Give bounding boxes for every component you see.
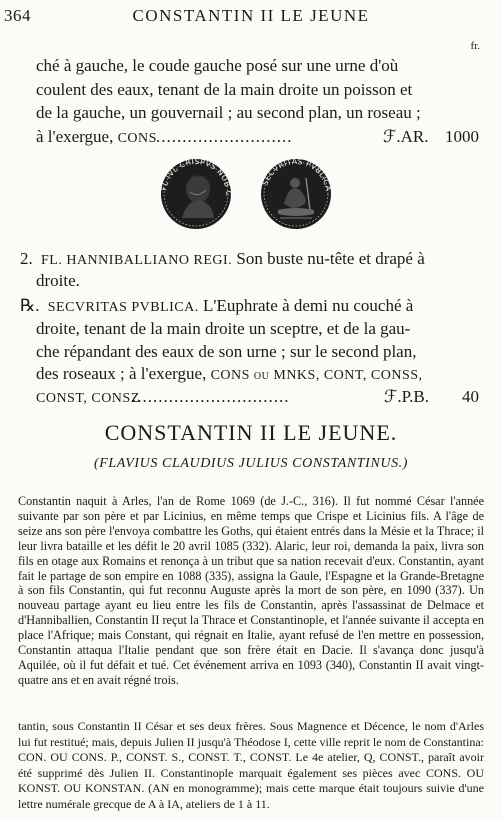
entry2-obverse-line xyxy=(20,249,425,271)
price-column-unit: fr. xyxy=(470,40,480,52)
price-value-2: 40 xyxy=(462,387,479,406)
leader-dots-2: .............................. xyxy=(132,387,290,406)
coin-obverse xyxy=(154,152,233,229)
obverse-legend-text: FL. HANNIBALLIANO REGI. xyxy=(41,253,233,268)
exergue-marks-2: CONS ou MNKS, CONT, CONSS, xyxy=(210,368,423,383)
section-subtitle: (FLAVIUS CLAUDIUS JULIUS CONSTANTINUS.) xyxy=(93,456,409,471)
entry-number: 2. xyxy=(20,249,33,268)
running-title: CONSTANTIN II LE JEUNE xyxy=(132,6,370,25)
reverse-legend: SECVRITAS PVBLICA xyxy=(260,156,333,192)
section-title: CONSTANTIN II LE JEUNE. xyxy=(104,420,398,445)
exergue-marks-3: CONST, CONSZ xyxy=(36,391,140,406)
coin-illustrations xyxy=(154,152,354,232)
entry2-reverse-line-5 xyxy=(36,387,140,409)
reverse-description: L'Euphrate à demi nu couché à xyxy=(198,296,414,315)
entry2-reverse-line-3: che répandant des eaux de son urne ; sur le second plan, xyxy=(36,342,417,361)
entry1-line-1: ché à gauche, le coude gauche posé sur une urne d'où xyxy=(36,56,399,75)
coin-images-svg xyxy=(154,152,354,232)
obverse-legend: FL IVL CRISPVS NOB C xyxy=(159,156,234,197)
price-value: 1000 xyxy=(445,127,479,146)
entry1-line-2: coulent des eaux, tenant de la main droite un poisson et xyxy=(36,80,413,99)
entry1-exergue-line xyxy=(36,127,157,149)
entry1-line-3: de la gauche, un gouvernail ; au second plan, un roseau ; xyxy=(36,103,421,122)
entry2-reverse-line-4 xyxy=(36,364,423,386)
mint-notes-paragraph: tantin, sous Constantin II César et ses deux frères. Sous Magnence et Décence, le nom d'Arles lui fut restitué; mais, depuis Julien II jusqu'à Théodose I, cette ville reprit le nom de Constantina: CON. OU CONS. P., CONST. S., CONST. T., CONST. Le 4e atelier, Q, CONST., paraît avoir été supprimé dès Julien II. Constantinople marquait également ses pièces avec CONS. OU KONST. OU KONSTAN. (AN en monogramme); mais cette marque était toujours suivie d'une lettre numérale grecque de A à IA, ateliers de 1 à 11. xyxy=(18,719,484,811)
reverse-symbol: ℞. xyxy=(20,296,40,315)
entry2-reverse-line-2: droite, tenant de la main droite un sceptre, et de la gau- xyxy=(36,319,411,338)
exergue-mark: CONS xyxy=(117,131,157,146)
exergue-prefix-2: des roseaux ; à l'exergue, xyxy=(36,364,211,383)
leader-dots: .......................... xyxy=(156,127,293,146)
biography-paragraph: Constantin naquit à Arles, l'an de Rome 1069 (de J.-C., 316). Il fut nommé César l'année suivante par son père et par Licinius, en même temps que Crispe et Licinius fils. A l'âge de seize ans son père l'envoya combattre les Goths, qui étaient entrés dans la Mésie et la Thrace; il leur livra bataille et les défit le 20 avril 1085 (332). Alaric, leur roi, demanda la paix, livra son fils en otage aux Romains et renonça à un tribut que sa nation recevait d'eux. Constantin, ayant fait le partage de son empire en 1088 (335), assigna la Gaule, l'Espagne et la Grande-Bretagne à son fils Constantin, qui fut reconnu Auguste après la mort de son père, en 1090 (337). Un nouveau partage ayant eu lieu entre les fils de Constantin, après l'assassinat de Delmace et d'Hanniballien, Constantin II reçut la Thrace et Constantinople, et l'année suivante il accepta en place l'Afrique; mais Constant, qui régnait en Italie, ayant refusé de l'en mettre en possession, Constantin attaqua l'Italie pendant que son frère était en Dacie. Il s'avança donc jusqu'à Aquilée, où il fut défait et tué. Cet événement arriva en 1093 (340), Constantin II avait vingt-quatre ans et en avait régné trois. xyxy=(18,494,484,687)
coin-reverse xyxy=(260,157,333,229)
exergue-prefix: à l'exergue, xyxy=(36,127,118,146)
obverse-description: Son buste nu-tête et drapé à xyxy=(232,249,425,268)
entry2-obverse-line-2: droite. xyxy=(36,271,80,290)
rarity-grade-2: ℱ.P.B. xyxy=(384,387,430,406)
reverse-legend-text: SECVRITAS PVBLICA. xyxy=(47,300,199,315)
page-number: 364 xyxy=(4,6,31,25)
entry2-reverse-line-1 xyxy=(20,296,413,318)
rarity-grade: ℱ.AR. xyxy=(383,127,429,146)
